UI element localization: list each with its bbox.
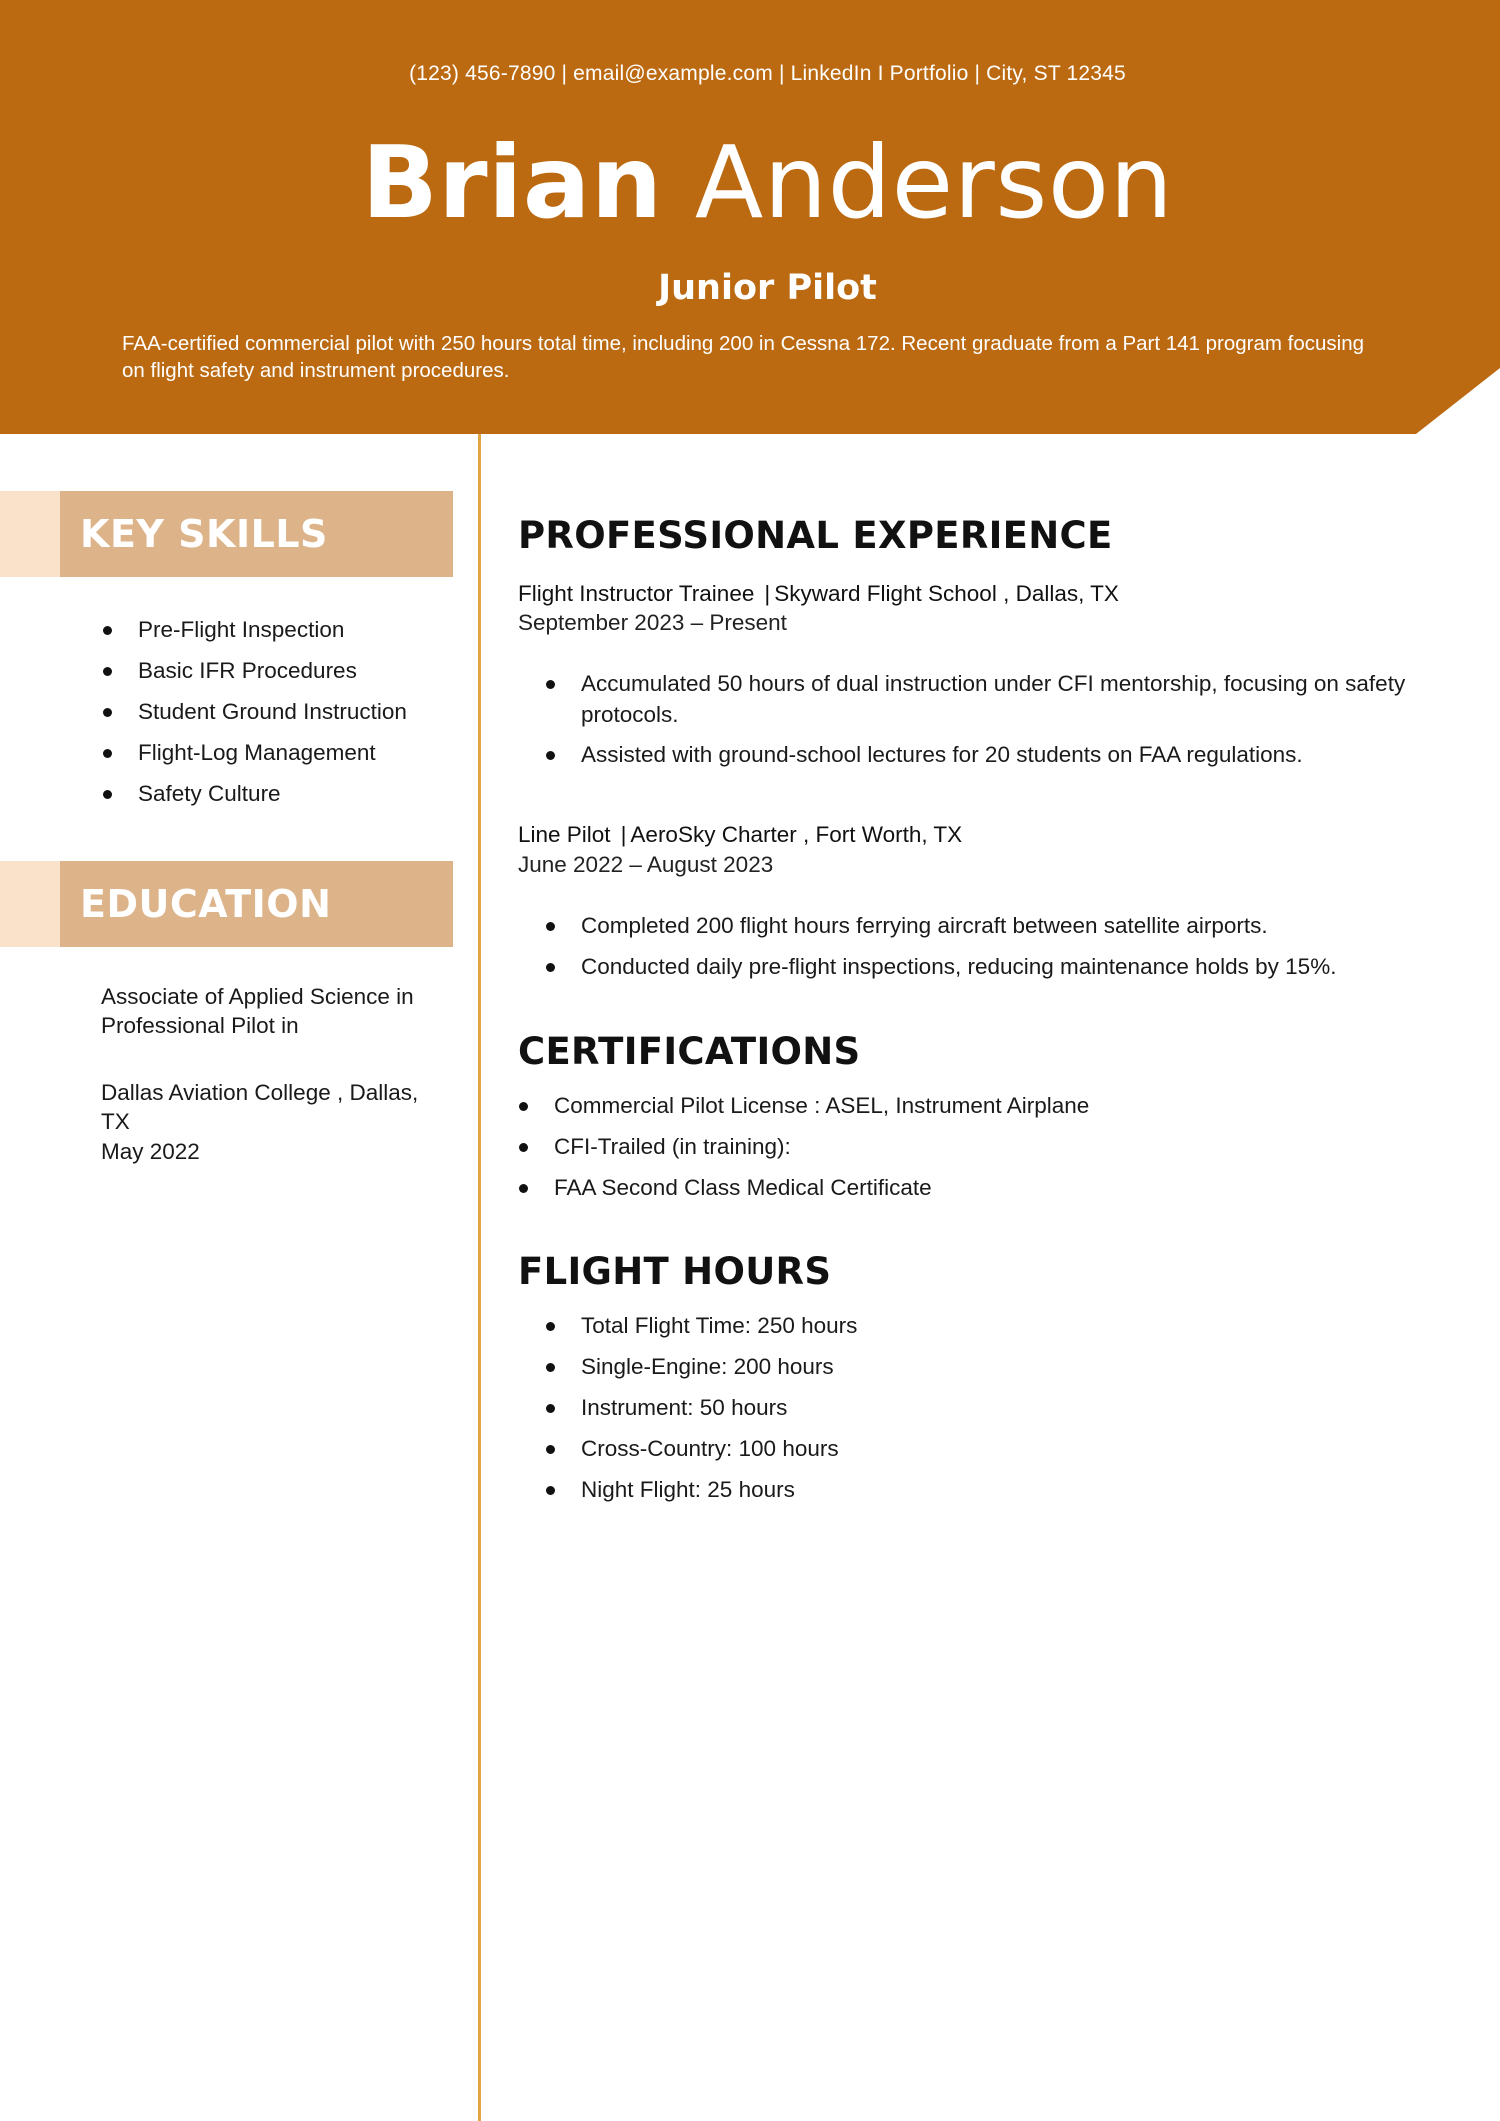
contact-separator: I	[877, 62, 884, 85]
skill-item: Safety Culture	[100, 773, 407, 814]
certification-item: FAA Second Class Medical Certificate	[516, 1167, 1416, 1208]
flight-hours-item: Cross-Country: 100 hours	[543, 1428, 1343, 1469]
skill-item: Student Ground Instruction	[100, 691, 407, 732]
flight-hours-list	[543, 1305, 1343, 1510]
heading-accent	[0, 491, 60, 577]
job-title-line	[518, 581, 1119, 607]
job-bullet: Conducted daily pre-flight inspections, reducing maintenance holds by 15%.	[543, 951, 1463, 982]
job-bullet: Completed 200 flight hours ferrying aircraft between satellite airports.	[543, 910, 1463, 941]
certifications-list	[516, 1085, 1416, 1208]
skill-item: Basic IFR Procedures	[100, 650, 407, 691]
flight-hours-item: Night Flight: 25 hours	[543, 1469, 1343, 1510]
contact-location: City, ST 12345	[986, 62, 1126, 85]
skills-heading-bar	[0, 491, 453, 577]
job-bullets	[543, 668, 1443, 770]
education-school: Dallas Aviation College , Dallas, TX	[101, 1080, 419, 1134]
flight-hours-heading: FLIGHT HOURS	[518, 1250, 832, 1293]
job-bullets	[543, 910, 1463, 982]
skill-item: Pre-Flight Inspection	[100, 609, 407, 650]
job-bullet: Accumulated 50 hours of dual instruction under CFI mentorship, focusing on safety protocols.	[543, 668, 1443, 730]
contact-separator: |	[974, 62, 981, 85]
job-company: AeroSky Charter , Fort Worth, TX	[630, 822, 963, 847]
job-role: Flight Instructor Trainee	[518, 581, 755, 606]
contact-separator: |	[561, 62, 568, 85]
education-heading: EDUCATION	[80, 882, 332, 926]
skill-item: Flight-Log Management	[100, 732, 407, 773]
job-separator: |	[620, 822, 627, 847]
flight-hours-item: Instrument: 50 hours	[543, 1387, 1343, 1428]
certification-item: Commercial Pilot License : ASEL, Instrument Airplane	[516, 1085, 1416, 1126]
last-name: Anderson	[694, 124, 1174, 241]
contact-portfolio[interactable]: Portfolio	[889, 62, 969, 85]
education-heading-bar	[0, 861, 453, 947]
heading-accent	[0, 861, 60, 947]
contact-separator: |	[778, 62, 785, 85]
job-bullet: Assisted with ground-school lectures for 20 students on FAA regulations.	[543, 739, 1443, 770]
contact-linkedin[interactable]: LinkedIn	[790, 62, 872, 85]
experience-heading: PROFESSIONAL EXPERIENCE	[518, 514, 1113, 557]
summary-text: FAA-certified commercial pilot with 250 hours total time, including 200 in Cessna 172. Recent graduate from a Part 141 program focusing on flight safety and instrument procedures.	[122, 332, 1365, 382]
certification-item: CFI-Trailed (in training):	[516, 1126, 1416, 1167]
flight-hours-item: Total Flight Time: 250 hours	[543, 1305, 1343, 1346]
certifications-heading: CERTIFICATIONS	[518, 1030, 861, 1073]
candidate-name	[0, 124, 1500, 241]
job-company: Skyward Flight School , Dallas, TX	[774, 581, 1119, 606]
first-name: Brian	[361, 124, 663, 241]
contact-phone: (123) 456-7890	[409, 62, 556, 85]
column-divider	[478, 434, 481, 2121]
job-title: Junior Pilot	[658, 268, 877, 308]
job-dates: September 2023 – Present	[518, 610, 787, 635]
education-degree: Associate of Applied Science in Professional Pilot in	[101, 984, 414, 1038]
contact-email[interactable]: email@example.com	[573, 62, 773, 85]
flight-hours-item: Single-Engine: 200 hours	[543, 1346, 1343, 1387]
job-separator: |	[764, 581, 771, 606]
skills-list	[100, 609, 407, 814]
job-role: Line Pilot	[518, 822, 611, 847]
skills-heading: KEY SKILLS	[80, 512, 328, 556]
contact-line	[0, 62, 1500, 86]
job-dates: June 2022 – August 2023	[518, 852, 774, 877]
job-title-line	[518, 822, 962, 848]
education-date: May 2022	[101, 1139, 200, 1164]
